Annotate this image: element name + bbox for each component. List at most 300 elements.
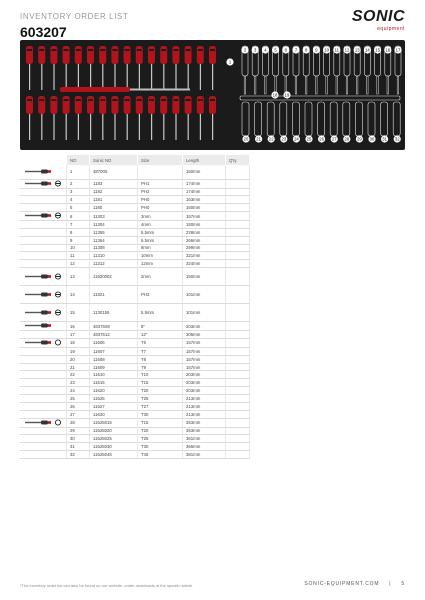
cell-length: 353mm: [183, 418, 226, 427]
cell-length: 228mm: [183, 228, 226, 236]
cell-no: 27: [67, 410, 90, 418]
tray-number-badge-label: 21: [256, 136, 261, 142]
screwdriver-shaft: [163, 114, 164, 140]
table-row: [20, 355, 250, 363]
tray-number-badge-label: 24: [294, 136, 299, 142]
cell-sonic-no: 11821: [90, 286, 138, 304]
table-row: [20, 196, 250, 204]
cell-qty: [226, 331, 250, 339]
cell-size: 5.5mm: [138, 228, 183, 236]
cell-qty: [226, 395, 250, 403]
cell-size: T25: [138, 395, 183, 403]
table-row: [20, 252, 250, 260]
screwdriver-handle: [160, 46, 167, 64]
cell-length: 101mm: [183, 286, 226, 304]
cell-sonic-no: 1130155: [90, 304, 138, 322]
tray-number-badge-label: 16: [385, 47, 391, 53]
foam-tray-image: [20, 40, 405, 150]
torx-screwdriver-icon: [23, 339, 63, 346]
cell-size: 12mm: [138, 260, 183, 268]
tray-number-badge-label: 18: [272, 92, 278, 98]
tool-image-cell: [20, 402, 67, 410]
screwdriver-handle: [185, 46, 192, 64]
cell-size: T8: [138, 355, 183, 363]
table-row: [20, 212, 250, 221]
tool-outline: [242, 102, 249, 136]
cell-length: 353mm: [183, 427, 226, 435]
cell-qty: [226, 363, 250, 371]
tool-outline: [292, 102, 299, 136]
tray-number-badge-label: 29: [357, 136, 362, 142]
cell-sonic-no: 11609: [90, 363, 138, 371]
header-title: INVENTORY ORDER LIST: [20, 12, 129, 21]
tray-number-badge-label: 22: [268, 136, 274, 142]
tray-number-badge-label: 23: [281, 136, 287, 142]
screwdriver-shaft: [66, 114, 67, 140]
table-body: [20, 165, 250, 458]
screwdriver-handle: [185, 96, 192, 114]
table-row: [20, 204, 250, 212]
tray-number-badge-label: 12: [344, 47, 350, 53]
cell-length: 203mm: [183, 322, 226, 331]
sonic-logo: [325, 8, 405, 34]
footer-note: *The inventory order list can also be found on our website, under downloads at the specific article.: [20, 583, 194, 588]
screwdriver-handle: [99, 96, 106, 114]
cell-size: 8mm: [138, 244, 183, 252]
tool-image-cell: [20, 260, 67, 268]
screwdriver-handle: [136, 96, 143, 114]
cell-qty: [226, 427, 250, 435]
screwdriver-handle: [197, 96, 204, 114]
screwdriver-shaft: [139, 114, 140, 140]
tool-image-cell: [20, 322, 67, 331]
table-row: [20, 304, 250, 322]
cell-length: 321mm: [183, 252, 226, 260]
tray-number-badge-label: 5: [274, 47, 277, 53]
screwdriver-handle: [63, 46, 70, 64]
col-length: Length: [183, 155, 226, 165]
table-row: [20, 286, 250, 304]
cell-no: 10: [67, 244, 90, 252]
screwdriver-shaft: [29, 114, 30, 140]
cell-sonic-no: 11312: [90, 260, 138, 268]
tool-image-cell: [20, 286, 67, 304]
cell-qty: [226, 355, 250, 363]
tool-image-cell: [20, 338, 67, 347]
screwdriver-shaft: [90, 64, 91, 90]
table-row: [20, 418, 250, 427]
screwdriver-icon: [23, 168, 63, 175]
screwdriver-shaft: [41, 114, 42, 140]
cell-qty: [226, 268, 250, 286]
table-row: [20, 165, 250, 179]
cell-no: 5: [67, 204, 90, 212]
tool-image-cell: [20, 387, 67, 395]
cell-sonic-no: 11625015: [90, 418, 138, 427]
cell-qty: [226, 196, 250, 204]
cell-sonic-no: 11625025: [90, 435, 138, 443]
cell-no: 1: [67, 165, 90, 179]
cell-size: T6: [138, 338, 183, 347]
tray-number-badge-label: 4: [264, 47, 267, 53]
screwdriver-handle: [26, 96, 33, 114]
tool-image-cell: [20, 410, 67, 418]
screwdriver-shaft: [200, 64, 201, 90]
tray-number-badge-label: 19: [284, 92, 290, 98]
cell-sonic-no: 11607: [90, 347, 138, 355]
cell-length: 305mm: [183, 331, 226, 339]
cell-qty: [226, 188, 250, 196]
cell-qty: [226, 221, 250, 229]
screwdriver-shaft: [29, 64, 30, 90]
cell-size: T45: [138, 451, 183, 459]
tool-image-cell: [20, 236, 67, 244]
article-code: 603207: [20, 24, 67, 40]
tool-outline: [393, 102, 400, 136]
tray-number-badge-label: 1: [228, 59, 232, 65]
cell-size: T30: [138, 443, 183, 451]
table-row: [20, 236, 250, 244]
cell-no: 6: [67, 212, 90, 221]
cell-sonic-no: 11308: [90, 244, 138, 252]
screwdriver-shaft: [188, 64, 189, 90]
table-row: [20, 395, 250, 403]
table-row: [20, 427, 250, 435]
precision-screwdriver-icon: [23, 273, 63, 280]
tool-image-cell: [20, 395, 67, 403]
tray-number-badge-label: 3: [254, 47, 257, 53]
cell-qty: [226, 322, 250, 331]
col-no: NO: [67, 155, 90, 165]
cell-length: 163mm: [183, 196, 226, 204]
cell-size: T7: [138, 347, 183, 355]
tool-outline: [330, 102, 337, 136]
table-row: [20, 221, 250, 229]
inventory-table: [20, 155, 250, 459]
screwdriver-handle: [136, 46, 143, 64]
footer-url-wrap: [304, 581, 405, 587]
cell-length: 266mm: [183, 236, 226, 244]
tool-image-cell: [20, 244, 67, 252]
cell-no: 24: [67, 387, 90, 395]
cell-no: 19: [67, 347, 90, 355]
pry-bar: [60, 87, 130, 92]
screwdriver-shaft: [200, 114, 201, 140]
cell-length: 150mm: [183, 204, 226, 212]
tool-outline: [368, 102, 375, 136]
cell-length: 157mm: [183, 355, 226, 363]
tool-image-cell: [20, 212, 67, 221]
cell-size: T30: [138, 410, 183, 418]
cell-qty: [226, 451, 250, 459]
cell-qty: [226, 418, 250, 427]
cell-sonic-no: 11355: [90, 228, 138, 236]
tool-image-cell: [20, 252, 67, 260]
cell-no: 8: [67, 228, 90, 236]
screwdriver-handle: [148, 96, 155, 114]
cell-sonic-no: 11610: [90, 371, 138, 379]
cell-no: 32: [67, 451, 90, 459]
tray-number-badge-label: 31: [382, 136, 387, 142]
page-number: 5: [401, 581, 405, 587]
screwdriver-shaft: [41, 64, 42, 90]
cell-qty: [226, 338, 250, 347]
screwdriver-shaft: [175, 64, 176, 90]
cell-length: 213mm: [183, 410, 226, 418]
screwdriver-handle: [111, 46, 118, 64]
cell-size: 3mm: [138, 212, 183, 221]
cell-qty: [226, 410, 250, 418]
cell-no: 3: [67, 188, 90, 196]
table-row: [20, 410, 250, 418]
cell-qty: [226, 347, 250, 355]
tool-outline: [355, 102, 362, 136]
screwdriver-shaft: [53, 114, 54, 140]
cell-sonic-no: 11310: [90, 252, 138, 260]
screwdriver-handle: [87, 46, 94, 64]
cell-no: 16: [67, 322, 90, 331]
tray-number-badge-label: 32: [394, 136, 400, 142]
cell-length: 361mm: [183, 435, 226, 443]
cell-sonic-no: 11625: [90, 395, 138, 403]
cell-no: 2: [67, 179, 90, 188]
cell-sonic-no: 1183: [90, 179, 138, 188]
table-row: [20, 331, 250, 339]
cell-length: 203mm: [183, 387, 226, 395]
screwdriver-shaft: [127, 64, 128, 90]
pry-bar-icon: [23, 322, 63, 329]
tray-number-badge-label: 26: [319, 136, 324, 142]
tray-number-badge-label: 17: [395, 47, 401, 53]
cell-size: T25: [138, 435, 183, 443]
cell-sonic-no: 11625045: [90, 451, 138, 459]
cell-size: T20: [138, 427, 183, 435]
footer-separator: |: [389, 581, 392, 587]
screwdriver-handle: [75, 46, 82, 64]
table-row: [20, 435, 250, 443]
cell-length: 157mm: [183, 212, 226, 221]
flat-screwdriver-icon: [23, 212, 63, 219]
cell-qty: [226, 379, 250, 387]
screwdriver-shaft: [212, 64, 213, 90]
cell-sonic-no: 11620: [90, 387, 138, 395]
tool-outline: [305, 102, 312, 136]
tray-number-badge-label: 13: [354, 47, 360, 53]
cell-length: 203mm: [183, 379, 226, 387]
cell-size: PH0: [138, 204, 183, 212]
table-row: [20, 402, 250, 410]
screwdriver-shaft: [53, 64, 54, 90]
screwdriver-shaft: [78, 64, 79, 90]
tray-number-badge-label: 8: [305, 47, 308, 53]
cell-no: 4: [67, 196, 90, 204]
tray-number-badge-label: 28: [344, 136, 350, 142]
tool-outline: [267, 102, 274, 136]
cell-size: T9: [138, 363, 183, 371]
table-row: [20, 379, 250, 387]
cell-length: 174mm: [183, 188, 226, 196]
cell-sonic-no: 11304: [90, 221, 138, 229]
screwdriver-handle: [172, 46, 179, 64]
tool-outline: [381, 102, 388, 136]
col-image: [20, 155, 67, 165]
screwdriver-shaft: [188, 114, 189, 140]
cell-sonic-no: 1182: [90, 188, 138, 196]
stubby-flat-icon: [23, 309, 63, 316]
cell-no: 28: [67, 418, 90, 427]
cell-length: 213mm: [183, 402, 226, 410]
screwdriver-handle: [209, 96, 216, 114]
footer-url[interactable]: SONIC-EQUIPMENT.COM: [304, 581, 380, 587]
cell-sonic-no: 11625030: [90, 443, 138, 451]
cell-qty: [226, 165, 250, 179]
table-row: [20, 363, 250, 371]
table-row: [20, 260, 250, 268]
cell-size: PH1: [138, 179, 183, 188]
table-header-row: [20, 155, 250, 165]
cell-sonic-no: 11303: [90, 212, 138, 221]
tool-image-cell: [20, 355, 67, 363]
table-row: [20, 244, 250, 252]
cell-qty: [226, 387, 250, 395]
cell-size: T15: [138, 418, 183, 427]
cell-size: T20: [138, 387, 183, 395]
screwdriver-handle: [99, 46, 106, 64]
cell-length: 174mm: [183, 179, 226, 188]
cell-qty: [226, 304, 250, 322]
cell-sonic-no: 1180: [90, 204, 138, 212]
tool-image-cell: [20, 379, 67, 387]
cell-no: 14: [67, 286, 90, 304]
cell-sonic-no: 11920002: [90, 268, 138, 286]
cell-size: 12": [138, 331, 183, 339]
cell-sonic-no: 1181: [90, 196, 138, 204]
cell-sonic-no: 11625020: [90, 427, 138, 435]
tool-outline: [255, 102, 262, 136]
table-row: [20, 188, 250, 196]
tool-image-cell: [20, 196, 67, 204]
cell-qty: [226, 402, 250, 410]
cell-qty: [226, 244, 250, 252]
cell-size: 2mm: [138, 268, 183, 286]
cell-sonic-no: 11608: [90, 355, 138, 363]
cell-qty: [226, 260, 250, 268]
tool-image-cell: [20, 371, 67, 379]
screwdriver-shaft: [114, 64, 115, 90]
tool-image-cell: [20, 331, 67, 339]
cell-length: 150mm: [183, 221, 226, 229]
screwdriver-shaft: [163, 64, 164, 90]
cell-qty: [226, 286, 250, 304]
tool-image-cell: [20, 443, 67, 451]
screwdriver-handle: [197, 46, 204, 64]
col-size: Size: [138, 155, 183, 165]
cell-qty: [226, 204, 250, 212]
tray-number-badge-label: 20: [243, 136, 249, 142]
tray-number-badge-label: 10: [324, 47, 329, 53]
tray-number-badge-label: 11: [334, 47, 339, 53]
tray-number-badge-label: 15: [375, 47, 380, 53]
screwdriver-handle: [172, 96, 179, 114]
cell-no: 26: [67, 402, 90, 410]
tool-image-cell: [20, 451, 67, 459]
tool-image-cell: [20, 427, 67, 435]
tool-image-cell: [20, 268, 67, 286]
screwdriver-shaft: [127, 114, 128, 140]
cell-length: 203mm: [183, 371, 226, 379]
cell-no: 15: [67, 304, 90, 322]
tool-image-cell: [20, 363, 67, 371]
tray-number-badge-label: 7: [294, 47, 298, 53]
tray-number-badge-label: 14: [365, 47, 370, 53]
screwdriver-handle: [75, 96, 82, 114]
table-row: [20, 371, 250, 379]
cell-sonic-no: 11627: [90, 402, 138, 410]
tool-image-cell: [20, 221, 67, 229]
cell-length: 150mm: [183, 268, 226, 286]
screwdriver-shaft: [114, 114, 115, 140]
cell-sonic-no: 11630: [90, 410, 138, 418]
screwdriver-shaft: [212, 114, 213, 140]
tray-drawing: [20, 40, 405, 150]
screwdriver-handle: [124, 46, 131, 64]
table-row: [20, 228, 250, 236]
tool-image-cell: [20, 347, 67, 355]
stubby-phillips-icon: [23, 291, 63, 298]
logo-sub: equipment: [377, 26, 405, 32]
tool-image-cell: [20, 228, 67, 236]
cell-no: 18: [67, 338, 90, 347]
cell-sonic-no: 4837612: [90, 331, 138, 339]
phillips-screwdriver-icon: [23, 180, 63, 187]
screwdriver-handle: [111, 96, 118, 114]
cell-no: 17: [67, 331, 90, 339]
tray-number-badge-label: 9: [315, 47, 318, 53]
cell-no: 25: [67, 395, 90, 403]
cell-qty: [226, 252, 250, 260]
screwdriver-handle: [209, 46, 216, 64]
tool-image-cell: [20, 188, 67, 196]
cell-no: 20: [67, 355, 90, 363]
long-torx-screwdriver-icon: [23, 419, 63, 426]
cell-length: 324mm: [183, 260, 226, 268]
cell-length: 299mm: [183, 244, 226, 252]
cell-no: 21: [67, 363, 90, 371]
cell-qty: [226, 435, 250, 443]
screwdriver-handle: [50, 96, 57, 114]
screwdriver-handle: [148, 46, 155, 64]
screwdriver-handle: [38, 46, 45, 64]
cell-size: PH2: [138, 286, 183, 304]
cell-no: 7: [67, 221, 90, 229]
screwdriver-handle: [26, 46, 33, 64]
cell-size: PH0: [138, 196, 183, 204]
cell-sonic-no: 11615: [90, 379, 138, 387]
tool-image-cell: [20, 418, 67, 427]
table-row: [20, 322, 250, 331]
cell-no: 30: [67, 435, 90, 443]
screwdriver-handle: [50, 46, 57, 64]
cell-length: 157mm: [183, 347, 226, 355]
cell-length: 213mm: [183, 395, 226, 403]
cell-sonic-no: 4837608: [90, 322, 138, 331]
cell-no: 13: [67, 268, 90, 286]
screwdriver-shaft: [102, 114, 103, 140]
tool-outline: [318, 102, 325, 136]
tray-number-badge-label: 30: [369, 136, 375, 142]
cell-size: PH2: [138, 188, 183, 196]
cell-no: 11: [67, 252, 90, 260]
